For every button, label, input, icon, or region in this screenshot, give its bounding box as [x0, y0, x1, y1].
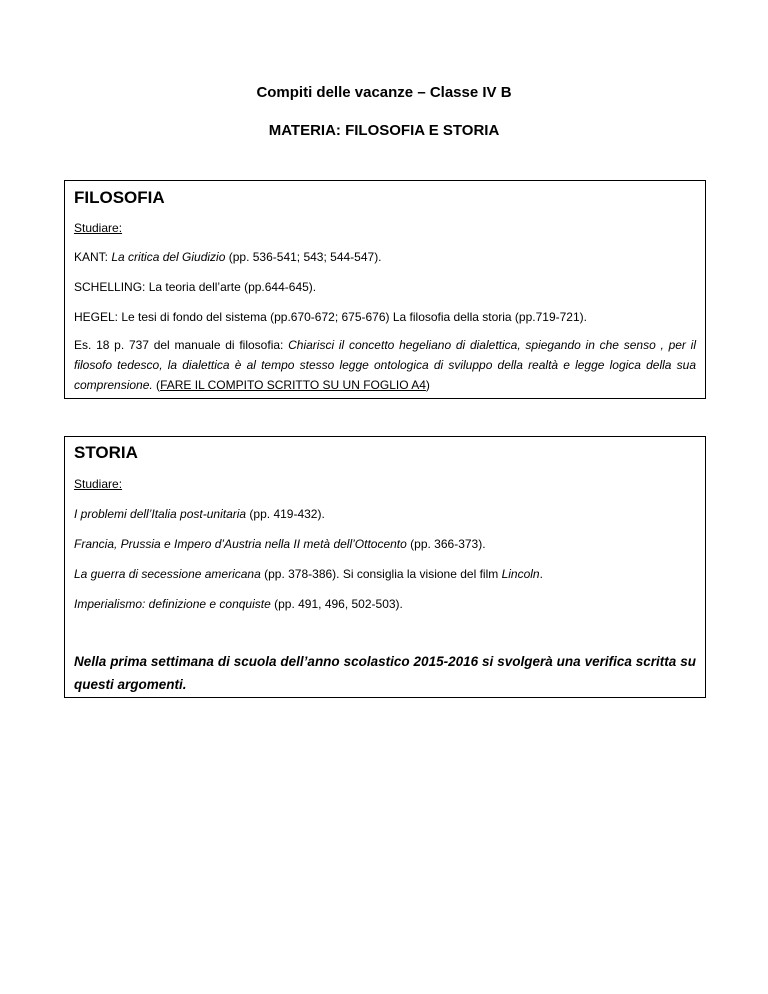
storia-item-imperialismo	[74, 597, 696, 612]
storia-item-secessione	[74, 567, 696, 582]
item-title: Imperialismo: definizione e conquiste	[74, 597, 271, 611]
kant-title: La critica del Giudizio	[111, 250, 226, 264]
subject-title: MATERIA: FILOSOFIA E STORIA	[268, 122, 500, 139]
filosofia-study-label	[74, 221, 696, 236]
kant-item	[74, 250, 696, 265]
kant-pages: (pp. 536-541; 543; 544-547).	[225, 250, 382, 264]
exercise-question: Chiarisci il concetto hegeliano di dialettica, spiegando in che senso , per il filosofo tedesco, la dialettica è al tempo stesso legge ontologica di sviluppo della realtà e legge logica della sua comprensione.	[74, 338, 696, 392]
storia-study-label	[74, 477, 696, 492]
exercise-close: )	[425, 378, 430, 392]
storia-section	[64, 436, 706, 698]
item-title: I problemi dell’Italia post-unitaria	[74, 507, 247, 521]
kant-author: KANT:	[74, 250, 112, 264]
studiare-label: Studiare:	[74, 477, 123, 491]
item-pages: (pp. 378-386). Si consiglia la visione del film	[260, 567, 502, 581]
document-title: Compiti delle vacanze – Classe IV B	[256, 84, 512, 101]
hegel-item: HEGEL: Le tesi di fondo del sistema (pp.670-672; 675-676) La filosofia della storia (pp.719-721).	[74, 310, 587, 324]
storia-item-italia	[74, 507, 696, 522]
schelling-item: SCHELLING: La teoria dell’arte (pp.644-645).	[74, 280, 317, 294]
exercise-item	[74, 335, 696, 395]
studiare-label: Studiare:	[74, 221, 123, 235]
item-title: Francia, Prussia e Impero d’Austria nella II metà dell’Ottocento	[74, 537, 407, 551]
exercise-open: (	[152, 378, 161, 392]
film-title: Lincoln	[501, 567, 540, 581]
item-end: .	[539, 567, 543, 581]
filosofia-section	[64, 180, 706, 399]
exercise-instruction: FARE IL COMPITO SCRITTO SU UN FOGLIO A4	[160, 378, 426, 392]
exercise-intro: Es. 18 p. 737 del manuale di filosofia:	[74, 338, 289, 352]
item-pages: (pp. 419-432).	[246, 507, 325, 521]
filosofia-heading: FILOSOFIA	[74, 188, 165, 207]
item-title: La guerra di secessione americana	[74, 567, 261, 581]
storia-item-francia	[74, 537, 696, 552]
item-pages: (pp. 366-373).	[406, 537, 486, 551]
storia-heading: STORIA	[74, 443, 138, 462]
verification-notice: Nella prima settimana di scuola dell’anno scolastico 2015-2016 si svolgerà una verifica scritta su questi argomenti.	[74, 654, 696, 692]
item-pages: (pp. 491, 496, 502-503).	[270, 597, 403, 611]
